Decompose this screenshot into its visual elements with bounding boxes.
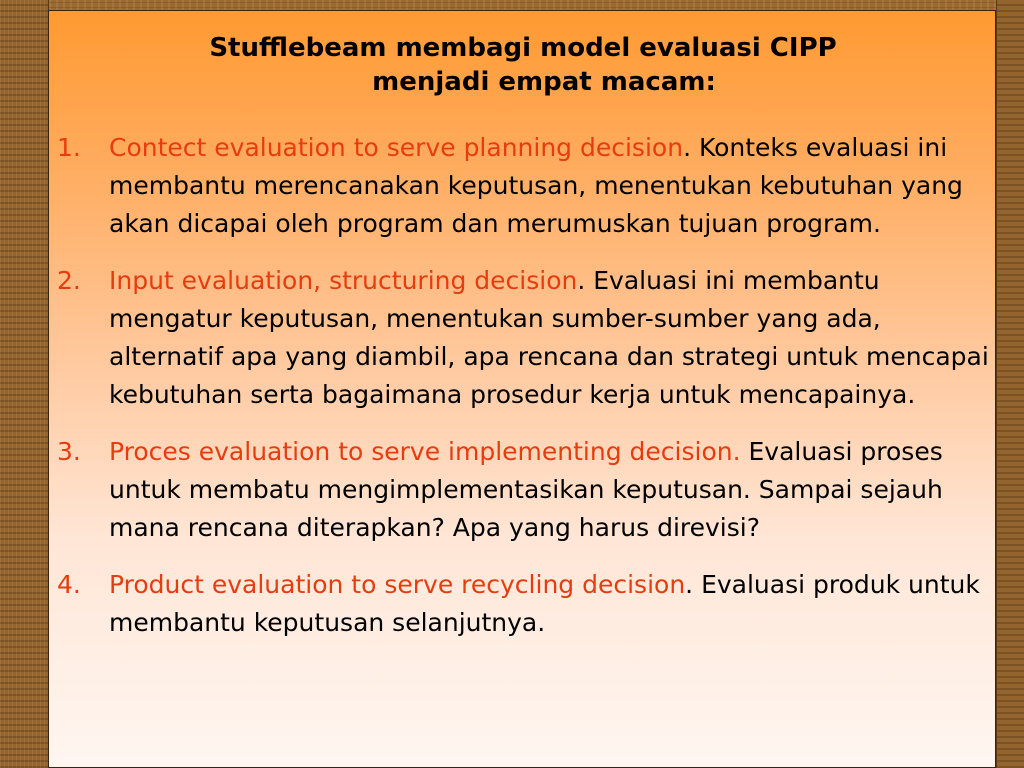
list-item-number: 2. bbox=[57, 266, 81, 295]
right-wood-border bbox=[996, 0, 1024, 768]
list-item-number: 3. bbox=[57, 437, 81, 466]
list-item-heading: Input evaluation, structuring decision bbox=[109, 266, 578, 295]
list-item-heading: Contect evaluation to serve planning decision bbox=[109, 133, 684, 162]
list-item-number: 1. bbox=[57, 133, 81, 162]
list-item-number: 4. bbox=[57, 570, 81, 599]
list-item-punct: . bbox=[577, 266, 586, 295]
list-item-body: Evaluasi ini membantu mengatur keputusan, menentukan sumber-sumber yang ada, alternatif apa yang diambil, apa rencana dan strategi untuk mencapai kebutuhan serta bagaimana prosedur kerja untuk mencapainya. bbox=[109, 266, 989, 409]
slide-title bbox=[49, 31, 997, 99]
cipp-list bbox=[57, 129, 992, 661]
slide-title-line1: Stufflebeam membagi model evaluasi CIPP bbox=[209, 33, 837, 63]
list-item-body: Konteks evaluasi ini membantu merencanakan keputusan, menentukan kebutuhan yang akan dicapai oleh program dan merumuskan tujuan program. bbox=[109, 133, 963, 238]
list-item-heading: Proces evaluation to serve implementing decision. bbox=[109, 437, 741, 466]
list-item bbox=[57, 262, 992, 414]
list-item-punct: . bbox=[685, 570, 694, 599]
slide-content-panel bbox=[48, 10, 996, 768]
list-item-body: Evaluasi produk untuk membantu keputusan selanjutnya. bbox=[109, 570, 980, 637]
slide-title-line2: menjadi empat macam: bbox=[372, 67, 716, 97]
list-item-heading: Product evaluation to serve recycling decision bbox=[109, 570, 686, 599]
left-wood-border bbox=[0, 0, 49, 768]
list-item-body: Evaluasi proses untuk membatu mengimplementasikan keputusan. Sampai sejauh mana rencana diterapkan? Apa yang harus direvisi? bbox=[109, 437, 943, 542]
list-item bbox=[57, 129, 992, 243]
list-item-punct: . bbox=[683, 133, 692, 162]
list-item bbox=[57, 566, 992, 642]
list-item bbox=[57, 433, 992, 547]
